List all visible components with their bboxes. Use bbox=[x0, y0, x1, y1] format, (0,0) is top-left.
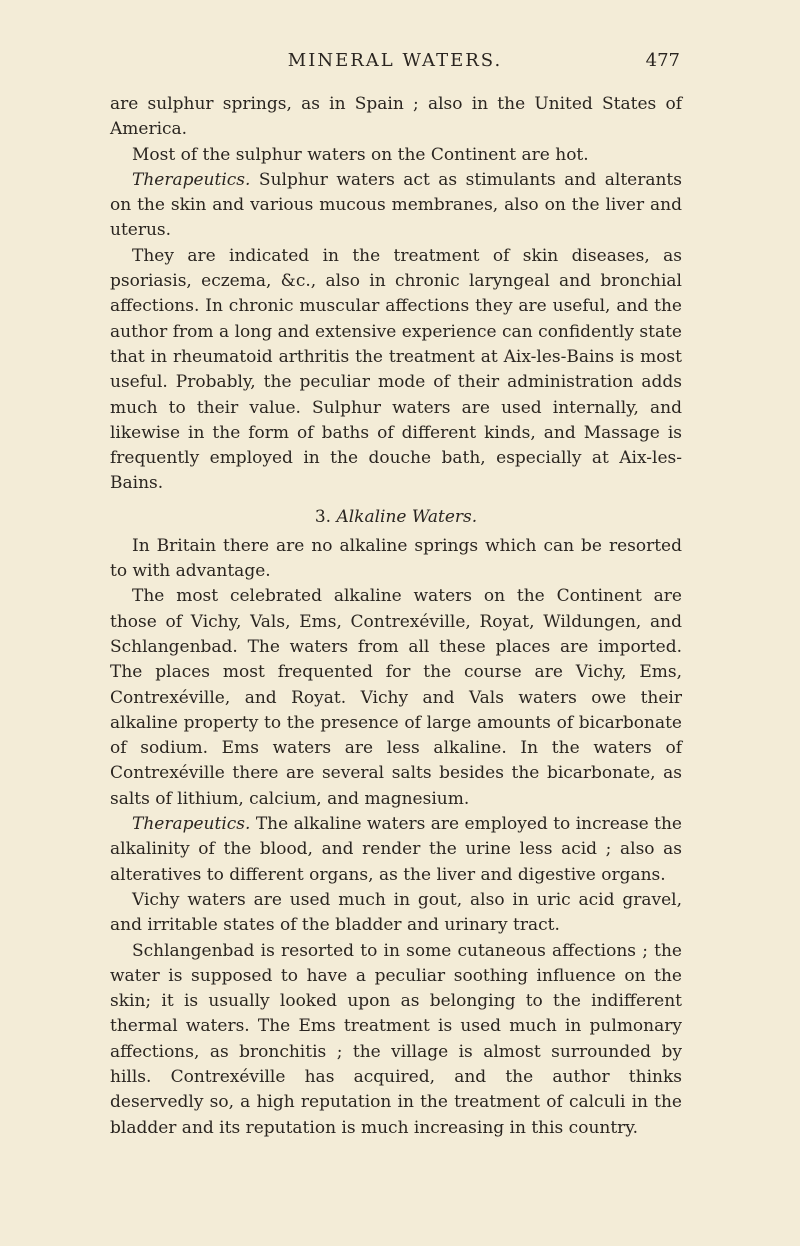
paragraph bbox=[110, 584, 682, 812]
page-number: 477 bbox=[645, 50, 680, 71]
paragraph-text: are sulphur springs, as in Spain ; also in the United States of America. bbox=[110, 94, 682, 140]
paragraph bbox=[110, 888, 682, 939]
page-header bbox=[110, 50, 680, 80]
paragraph-text: They are indicated in the treatment of skin diseases, as psoriasis, eczema, &c., also in chronic laryngeal and bronchial affections. In chronic muscular affections they are useful, and the author from a long and extensive experience can confidently state that in rheumatoid arthritis the treatment at Aix-les-Bains is most useful. Probably, the peculiar mode of their administration adds much to their value. Sulphur waters are used internally, and likewise in the form of baths of different kinds, and Massage is frequently employed in the douche bath, especially at Aix-les-Bains. bbox=[110, 245, 682, 494]
paragraph-lead: Therapeutics. bbox=[132, 169, 251, 190]
section-title: Alkaline Waters. bbox=[336, 506, 478, 527]
paragraph bbox=[110, 143, 682, 168]
paragraph bbox=[110, 939, 682, 1141]
paragraph-text: The most celebrated alkaline waters on the Continent are those of Vichy, Vals, Ems, Contrexéville, Royat, Wildungen, and Schlangenbad. The waters from all these places are imported. The places most frequented for the course are Vichy, Ems, Contrexéville, and Royat. Vichy and Vals waters owe their alkaline property to the presence of large amounts of bicarbonate of sodium. Ems waters are less alkaline. In the waters of Contrexéville there are several salts besides the bicarbonate, as salts of lithium, calcium, and magnesium. bbox=[110, 586, 682, 809]
paragraph bbox=[110, 534, 682, 585]
paragraph bbox=[110, 244, 682, 497]
body-text bbox=[110, 92, 682, 1141]
paragraph-text: In Britain there are no alkaline springs which can be resorted to with advantage. bbox=[110, 535, 682, 582]
paragraph bbox=[110, 168, 682, 244]
section-number: 3. bbox=[314, 506, 332, 527]
section-heading bbox=[110, 505, 682, 529]
paragraph-lead: Therapeutics. bbox=[132, 814, 251, 835]
paragraph bbox=[110, 92, 682, 143]
paragraphs-after-section bbox=[110, 534, 682, 1141]
paragraph-text: Vichy waters are used much in gout, also in uric acid gravel, and irritable states of the bladder and urinary tract. bbox=[110, 889, 682, 936]
paragraph-text: Most of the sulphur waters on the Continent are hot. bbox=[132, 144, 589, 165]
paragraph-text: The alkaline waters are employed to increase the alkalinity of the blood, and render the urine less acid ; also as alteratives to different organs, as the liver and digestive organs. bbox=[110, 814, 682, 885]
paragraphs-before-section bbox=[110, 92, 682, 497]
paragraph bbox=[110, 812, 682, 888]
paragraph-text: Schlangenbad is resorted to in some cutaneous affections ; the water is supposed to have a peculiar soothing influence on the skin; it is usually looked upon as belonging to the indifferent thermal waters. The Ems treatment is used much in pulmonary affections, as bronchitis ; the village is almost surrounded by hills. Contrexéville has acquired, and the author thinks deservedly so, a high reputation in the treatment of calculi in the bladder and its reputation is much increasing in this country. bbox=[110, 940, 682, 1138]
running-head: MINERAL WATERS. bbox=[287, 50, 503, 71]
paragraph-text: Sulphur waters act as stimulants and alterants on the skin and various mucous membranes, also on the liver and uterus. bbox=[110, 169, 682, 241]
